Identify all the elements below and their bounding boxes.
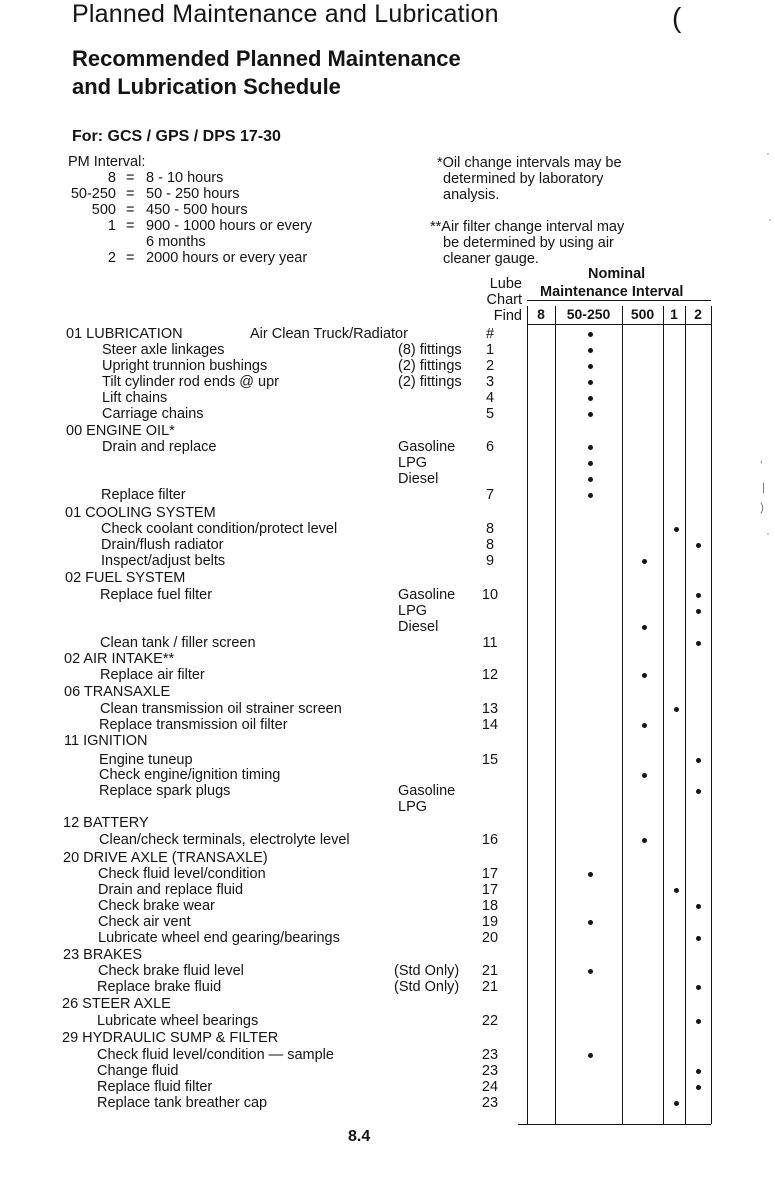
scan-speck: ‘ [760, 458, 763, 472]
item-note: (8) fittings [398, 342, 462, 358]
interval-dot [674, 527, 679, 532]
interval-dot [696, 985, 701, 990]
interval-dot [642, 673, 647, 678]
section-label: 02 AIR INTAKE** [64, 651, 175, 667]
interval-dot [696, 758, 701, 763]
interval-column-header: 500 [630, 306, 655, 322]
item-label: Drain/flush radiator [101, 537, 224, 553]
interval-dot [588, 332, 593, 337]
lube-find-number: 10 [481, 587, 499, 603]
item-label: Drain and replace fluid [98, 882, 244, 898]
lube-find-number: 7 [485, 487, 495, 503]
lube-find-number: 22 [481, 1013, 499, 1029]
item-note: Diesel [398, 471, 439, 487]
item-note: Gasoline [398, 439, 456, 455]
section-label: 12 BATTERY [63, 815, 149, 831]
item-label: Lubricate wheel end gearing/bearings [98, 930, 340, 946]
interval-column-header: 1 [670, 306, 678, 322]
item-label: Carriage chains [102, 406, 204, 422]
item-note: (Std Only) [394, 979, 460, 995]
interval-dot [642, 838, 647, 843]
item-label: Replace spark plugs [99, 783, 231, 799]
item-label: Inspect/adjust belts [101, 553, 226, 569]
item-label: Replace fuel filter [100, 587, 213, 603]
item-note: Gasoline [398, 783, 456, 799]
column-rule [527, 306, 528, 1124]
item-label: Clean/check terminals, electrolyte level [99, 832, 350, 848]
pm-interval-equals: = [126, 186, 135, 202]
lube-find-number: 8 [485, 537, 495, 553]
column-rule [622, 306, 623, 1124]
pm-interval-value: 8 - 10 hours [146, 170, 224, 186]
interval-dot [674, 888, 679, 893]
lube-find-number: 12 [481, 667, 499, 683]
item-note: Air Clean Truck/Radiator [250, 326, 408, 342]
section-label: 23 BRAKES [63, 947, 142, 963]
lube-chart-find-header [482, 276, 522, 324]
lube-find-number: 24 [481, 1079, 499, 1095]
interval-dot [696, 543, 701, 548]
section-label: 00 ENGINE OIL* [66, 423, 175, 439]
lube-find-number: 2 [485, 358, 495, 374]
lube-find-number: 8 [485, 521, 495, 537]
scan-speck: | [762, 480, 766, 494]
lube-find-number: 19 [481, 914, 499, 930]
section-label: 29 HYDRAULIC SUMP & FILTER [62, 1030, 279, 1046]
pm-interval-key: 1 [107, 218, 116, 234]
lube-find-number: 23 [481, 1047, 499, 1063]
interval-dot [588, 872, 593, 877]
item-note: (Std Only) [394, 963, 460, 979]
table-bottom-rule [518, 1124, 711, 1125]
interval-dot [696, 936, 701, 941]
pm-interval-value: 50 - 250 hours [146, 186, 240, 202]
pm-interval-key: 2 [107, 250, 116, 266]
column-rule [685, 306, 686, 1124]
lube-find-number: 14 [481, 717, 499, 733]
lube-find-number: 6 [485, 439, 495, 455]
binding-bracket: ( [672, 2, 682, 33]
interval-dot [588, 969, 593, 974]
air-note-line: be determined by using air [443, 235, 614, 251]
column-rule [711, 306, 712, 1124]
pm-interval-value: 900 - 1000 hours or every [146, 218, 313, 234]
interval-dot [588, 412, 593, 417]
schedule-heading-line1: Recommended Planned Maintenance [72, 46, 461, 71]
interval-dot [588, 396, 593, 401]
scan-speck: · [768, 212, 772, 226]
section-label: 11 IGNITION [64, 733, 148, 749]
item-label: Check fluid level/condition [98, 866, 266, 882]
model-subheading: For: GCS / GPS / DPS 17-30 [72, 128, 281, 145]
air-note-line: cleaner gauge. [443, 251, 539, 267]
interval-dot [696, 1069, 701, 1074]
item-note: (2) fittings [398, 358, 462, 374]
section-label: 20 DRIVE AXLE (TRANSAXLE) [63, 850, 268, 866]
section-label: 26 STEER AXLE [62, 996, 171, 1012]
section-label: 06 TRANSAXLE [64, 684, 171, 700]
section-label: 01 COOLING SYSTEM [65, 505, 216, 521]
header-rule [527, 300, 711, 301]
lube-find-number: 4 [485, 390, 495, 406]
interval-dot [588, 445, 593, 450]
scan-speck: ) [760, 500, 764, 514]
item-note: Gasoline [398, 587, 456, 603]
item-label: Replace transmission oil filter [99, 717, 288, 733]
item-label: Check engine/ignition timing [99, 767, 281, 783]
lube-find-number: 9 [485, 553, 495, 569]
pm-interval-label: PM Interval: [68, 154, 146, 170]
scan-speck: · [766, 146, 770, 160]
scan-speck: · [766, 526, 770, 540]
item-label: Replace fluid filter [97, 1079, 213, 1095]
chart-label: Chart [486, 292, 522, 308]
maintenance-interval-label: Maintenance Interval [540, 284, 684, 300]
pm-interval-key: 500 [91, 202, 116, 218]
lube-find-number: 17 [481, 882, 499, 898]
item-note: LPG [398, 455, 428, 471]
interval-dot [588, 348, 593, 353]
page-header-title: Planned Maintenance and Lubrication [72, 0, 499, 28]
interval-dot [588, 364, 593, 369]
lube-find-number: 3 [485, 374, 495, 390]
interval-dot [588, 380, 593, 385]
item-label: Engine tuneup [99, 752, 193, 768]
lube-find-number: 1 [485, 342, 495, 358]
lube-find-number: 13 [481, 701, 499, 717]
pm-interval-equals: = [126, 170, 135, 186]
pm-interval-key: 8 [107, 170, 116, 186]
lube-find-number: # [485, 326, 495, 342]
interval-dot [696, 789, 701, 794]
interval-dot [588, 920, 593, 925]
pm-interval-equals: = [126, 250, 135, 266]
interval-dot [696, 1019, 701, 1024]
column-rule [663, 306, 664, 1124]
item-label: Replace brake fluid [97, 979, 222, 995]
interval-column-header: 50-250 [566, 306, 611, 322]
pm-interval-equals: = [126, 218, 135, 234]
item-label: Clean tank / filler screen [100, 635, 256, 651]
item-label: Tilt cylinder rod ends @ upr [102, 374, 279, 390]
interval-dot [674, 707, 679, 712]
interval-column-header: 2 [694, 306, 702, 322]
pm-interval-equals: = [126, 202, 135, 218]
item-note: LPG [398, 603, 428, 619]
lube-find-number: 20 [481, 930, 499, 946]
lube-find-number: 15 [481, 752, 499, 768]
item-label: Lift chains [102, 390, 168, 406]
interval-dot [696, 1085, 701, 1090]
interval-dot [588, 461, 593, 466]
interval-dot [642, 773, 647, 778]
item-label: Check brake fluid level [98, 963, 244, 979]
item-label: Replace filter [101, 487, 186, 503]
interval-dot [696, 609, 701, 614]
item-label: Check air vent [98, 914, 191, 930]
item-label: Check fluid level/condition — sample [97, 1047, 334, 1063]
find-label: Find [493, 308, 522, 324]
interval-dot [696, 904, 701, 909]
item-label: Replace air filter [100, 667, 205, 683]
oil-note-line: determined by laboratory [443, 171, 604, 187]
item-note: (2) fittings [398, 374, 462, 390]
lube-find-number: 11 [482, 635, 498, 651]
interval-dot [588, 477, 593, 482]
air-note-line: **Air filter change interval may [430, 219, 625, 235]
interval-dot [696, 593, 701, 598]
interval-dot [642, 559, 647, 564]
item-note: Diesel [398, 619, 439, 635]
item-label: Clean transmission oil strainer screen [100, 701, 342, 717]
section-label: 01 LUBRICATION [66, 326, 183, 342]
item-label: Check coolant condition/protect level [101, 521, 338, 537]
pm-interval-key: 50-250 [70, 186, 116, 202]
oil-note-line: *Oil change intervals may be [437, 155, 622, 171]
lube-find-number: 17 [481, 866, 499, 882]
schedule-heading-line2: and Lubrication Schedule [72, 74, 341, 99]
interval-column-header: 8 [537, 306, 545, 322]
interval-dot [674, 1101, 679, 1106]
item-label: Drain and replace [102, 439, 217, 455]
pm-interval-value: 6 months [146, 234, 206, 250]
lube-find-number: 18 [481, 898, 499, 914]
lube-find-number: 21 [481, 979, 499, 995]
pm-interval-value: 2000 hours or every year [146, 250, 308, 266]
item-label: Upright trunnion bushings [102, 358, 268, 374]
item-label: Check brake wear [98, 898, 215, 914]
oil-note-line: analysis. [443, 187, 500, 203]
pm-interval-value: 450 - 500 hours [146, 202, 248, 218]
item-label: Lubricate wheel bearings [97, 1013, 259, 1029]
lube-find-number: 21 [481, 963, 499, 979]
lube-find-number: 5 [485, 406, 495, 422]
column-rule [555, 306, 556, 1124]
interval-dot [642, 625, 647, 630]
interval-dot [696, 641, 701, 646]
lube-find-number: 23 [481, 1095, 499, 1111]
item-label: Replace tank breather cap [97, 1095, 268, 1111]
interval-dot [588, 1053, 593, 1058]
interval-dot [642, 723, 647, 728]
lube-label: Lube [489, 276, 522, 292]
item-label: Steer axle linkages [102, 342, 225, 358]
item-label: Change fluid [97, 1063, 179, 1079]
interval-dot [588, 493, 593, 498]
item-note: LPG [398, 799, 428, 815]
lube-find-number: 23 [481, 1063, 499, 1079]
section-label: 02 FUEL SYSTEM [65, 570, 186, 586]
page-number: 8.4 [348, 1128, 371, 1145]
lube-find-number: 16 [481, 832, 499, 848]
nominal-label: Nominal [588, 266, 646, 282]
